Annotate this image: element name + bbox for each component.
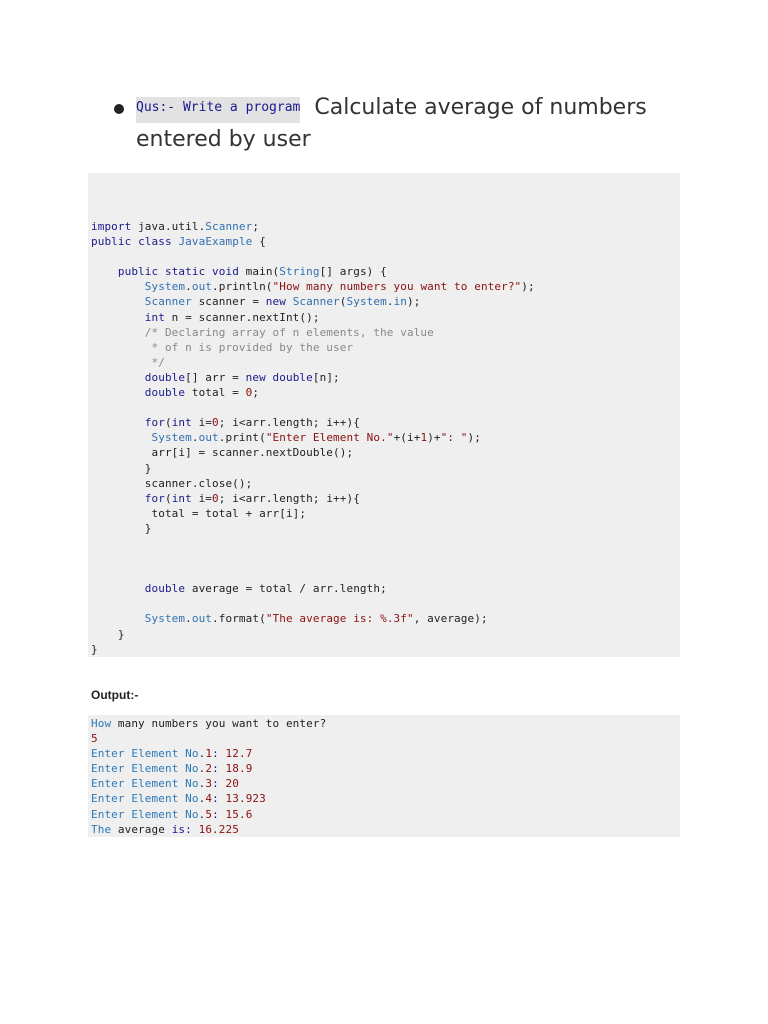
question-text: Calculate average of numbers entered by user [136, 95, 647, 152]
output-block [88, 715, 680, 837]
bullet-point [114, 104, 124, 114]
output-label: Output:- [91, 688, 139, 702]
code-block [88, 173, 680, 657]
question-heading [136, 92, 696, 156]
question-label: Qus:- Write a program [136, 97, 300, 123]
program-output: How many numbers you want to enter? 5 Enter Element No.1: 12.7 Enter Element No.2: 18.9 Enter Element No.3: 20 Enter Element No.4: 13.923 Enter Element No.5: 15.6 The average is: 16.225 [91, 717, 327, 836]
java-source-code: import java.util.Scanner; public class JavaExample { public static void main(String[] args) { System.out.println("How many numbers you want to enter?"); Scanner scanner = new Scanner(System.in); int n = scanner.nextInt(); /* Declaring array of n elements, the value * of n is provided by the user */ double[] arr = new double[n]; double total = 0; for(int i=0; i<arr.length; i++){ System.out.print("Enter Element No."+(i+1)+": "); arr[i] = scanner.nextDouble(); } scanner.close(); for(int i=0; i<arr.length; i++){ total = total + arr[i]; } double average = total / arr.length; System.out.format("The average is: %.3f", average); } } [91, 220, 535, 656]
